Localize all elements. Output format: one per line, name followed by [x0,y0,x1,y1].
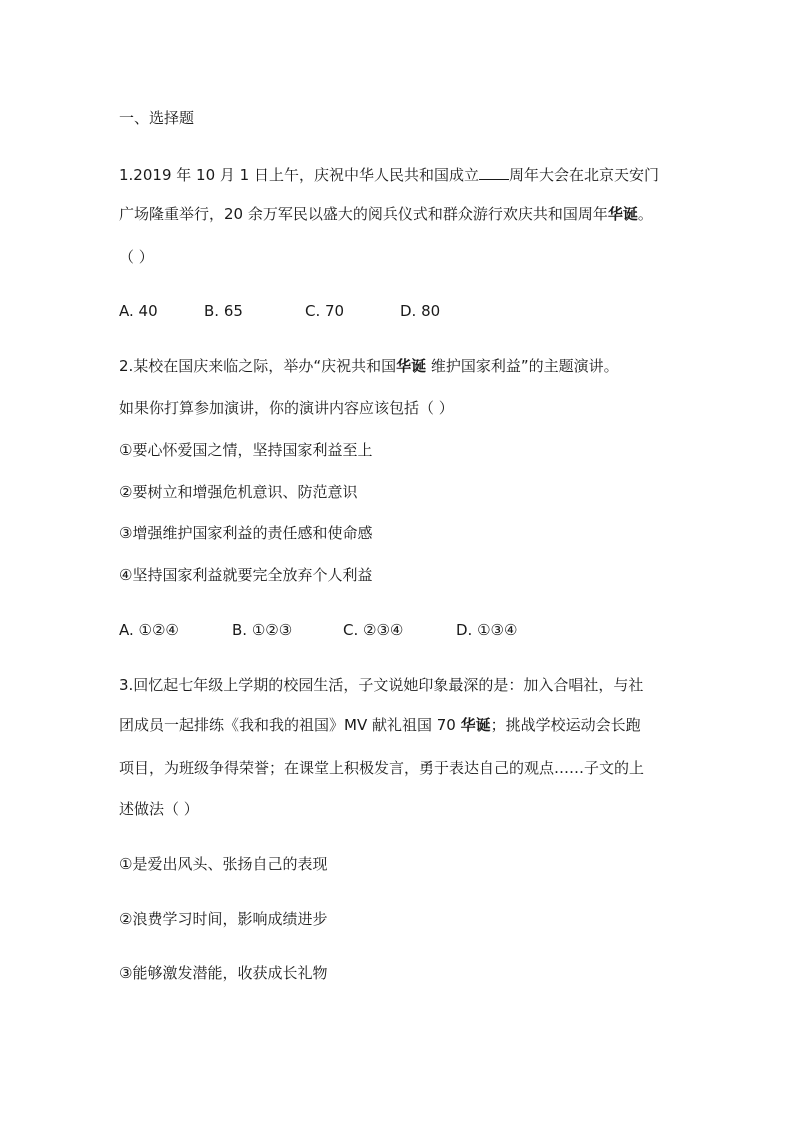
question-2-line-2: 如果你打算参加演讲，你的演讲内容应该包括（ ） [119,399,454,417]
question-2-line-1 [119,356,619,376]
option-b[interactable]: B. ①②③ [232,621,293,639]
question-3-item-2: ②浪费学习时间，影响成绩进步 [119,910,328,928]
option-c[interactable]: C. 70 [305,302,345,320]
question-3-item-1: ①是爱出风头、张扬自己的表现 [119,855,328,873]
question-1-paren: （ ） [119,248,154,266]
question-3-line-3: 项目，为班级争得荣誉；在课堂上积极发言，勇于表达自己的观点……子文的上 [119,759,645,777]
question-3-line-2 [119,715,641,735]
question-3-item-3: ③能够激发潜能，收获成长礼物 [119,964,328,982]
question-3-text-a: 团成员一起排练《我和我的祖国》MV 献礼祖国 70 [119,716,461,734]
question-1-line-2-text: 广场隆重举行，20 余万军民以盛大的阅兵仪式和群众游行欢庆共和国周年 [119,205,608,223]
question-3-text-b: ；挑战学校运动会长跑 [490,716,641,734]
option-b[interactable]: B. 65 [204,302,243,320]
question-2-item-4: ④坚持国家利益就要完全放弃个人利益 [119,566,373,584]
question-1-text-a: 1.2019 年 10 月 1 日上午，庆祝中华人民共和国成立 [119,166,479,184]
answer-blank [479,165,509,180]
question-1-line-2-end: 。 [637,205,653,223]
question-3-line-1: 3.回忆起七年级上学期的校园生活，子文说她印象最深的是：加入合唱社，与社 [119,676,644,694]
question-1-line-2 [119,204,653,224]
question-2-text-a: 2.某校在国庆来临之际，举办“庆祝共和国 [119,357,397,375]
question-3-bold-word: 华诞 [460,716,491,734]
question-1-line-1 [119,165,659,185]
question-3-line-4: 述做法（ ） [119,800,199,818]
option-a[interactable]: A. 40 [119,302,158,320]
question-1-text-b: 周年大会在北京天安门 [508,166,659,184]
section-title: 一、选择题 [119,109,195,127]
question-2-text-b: 维护国家利益”的主题演讲。 [426,357,619,375]
option-d[interactable]: D. ①③④ [456,621,518,639]
option-d[interactable]: D. 80 [400,302,441,320]
question-2-item-3: ③增强维护国家利益的责任感和使命感 [119,524,373,542]
option-c[interactable]: C. ②③④ [343,621,404,639]
question-2-bold-word: 华诞 [396,357,427,375]
question-1-bold-word: 华诞 [607,205,638,223]
question-2-item-2: ②要树立和增强危机意识、防范意识 [119,483,358,501]
question-2-item-1: ①要心怀爱国之情，坚持国家利益至上 [119,441,373,459]
option-a[interactable]: A. ①②④ [119,621,179,639]
